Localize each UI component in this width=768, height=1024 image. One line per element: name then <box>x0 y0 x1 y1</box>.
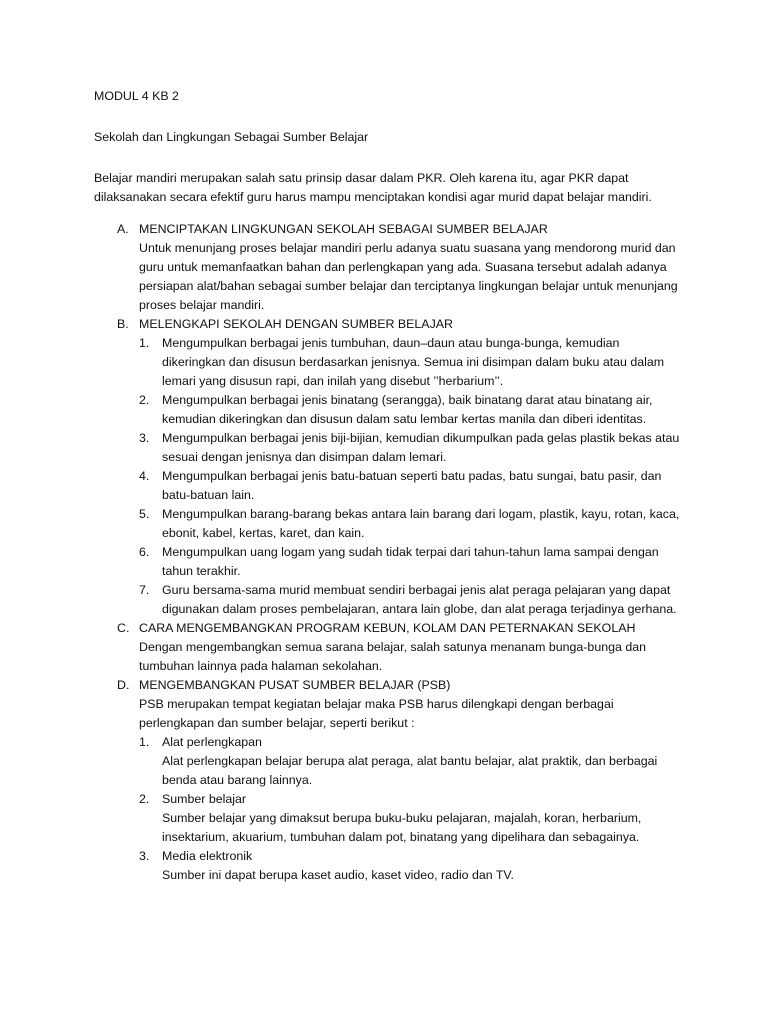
section-d <box>94 676 684 885</box>
list-item-title: Sumber belajar <box>162 792 247 806</box>
section-title: MENGEMBANGKAN PUSAT SUMBER BELAJAR (PSB) <box>139 678 451 692</box>
list-item-text: Mengumpulkan uang logam yang sudah tidak terpai dari tahun-tahun lama sampai dengan tahun terakhir. <box>162 545 659 578</box>
section-letter: C. <box>117 621 130 635</box>
list-item <box>139 467 684 505</box>
section-letter: B. <box>117 317 129 331</box>
section-b <box>94 315 684 619</box>
list-item-text: Sumber ini dapat berupa kaset audio, kaset video, radio dan TV. <box>162 868 514 882</box>
list-item-text: Mengumpulkan berbagai jenis tumbuhan, daun–daun atau bunga-bunga, kemudian dikeringkan dan disusun berdasarkan jenisnya. Semua ini disimpan dalam buku atau dalam lemari yang disusun rapi, dan inilah yang disebut ’’herbarium’’. <box>162 336 665 388</box>
list-item-text: Mengumpulkan berbagai jenis biji-bijian, kemudian dikumpulkan pada gelas plastik bekas atau sesuai dengan jenisnya dan disimpan dalam lemari. <box>162 431 680 464</box>
list-item-text: Guru bersama-sama murid membuat sendiri berbagai jenis alat peraga pelajaran yang dapat digunakan dalam proses pembelajaran, antara lain globe, dan alat peraga terjadinya gerhana. <box>162 583 677 616</box>
section-title: MELENGKAPI SEKOLAH DENGAN SUMBER BELAJAR <box>139 317 453 331</box>
list-item <box>139 581 684 619</box>
list-item <box>139 505 684 543</box>
list-item-number: 7. <box>139 583 150 597</box>
section-body: Untuk menunjang proses belajar mandiri perlu adanya suatu suasana yang mendorong murid dan guru untuk memanfaatkan bahan dan perlengkapan yang ada. Suasana tersebut adalah adanya persiapan alat/bahan sebagai sumber belajar dan terciptanya lingkungan belajar untuk menunjang proses belajar mandiri. <box>139 241 678 312</box>
list-item-number: 1. <box>139 735 150 749</box>
list-item <box>139 391 684 429</box>
list-item-text: Alat perlengkapan belajar berupa alat peraga, alat bantu belajar, alat praktik, dan berbagai benda atau barang lainnya. <box>162 754 658 787</box>
list-item-title: Media elektronik <box>162 849 253 863</box>
list-item-number: 2. <box>139 393 150 407</box>
list-item-title: Alat perlengkapan <box>162 735 262 749</box>
section-body: Dengan mengembangkan semua sarana belajar, salah satunya menanam bunga-bunga dan tumbuhan lainnya pada halaman sekolahan. <box>139 640 646 673</box>
list-item <box>139 543 684 581</box>
list-item-text: Mengumpulkan barang-barang bekas antara lain barang dari logam, plastik, kayu, rotan, kaca, ebonit, kabel, kertas, karet, dan kain. <box>162 507 680 540</box>
section-title: MENCIPTAKAN LINGKUNGAN SEKOLAH SEBAGAI SUMBER BELAJAR <box>139 222 548 236</box>
section-body: PSB merupakan tempat kegiatan belajar maka PSB harus dilengkapi dengan berbagai perlengkapan dan sumber belajar, seperti berikut : <box>139 697 614 730</box>
document-content <box>94 87 684 885</box>
list-item <box>139 429 684 467</box>
list-item-text: Sumber belajar yang dimaksut berupa buku-buku pelajaran, majalah, koran, herbarium, insektarium, akuarium, tumbuhan dalam pot, binatang yang dipelihara dan sebagainya. <box>162 811 642 844</box>
list-item-number: 3. <box>139 431 150 445</box>
list-item-text: Mengumpulkan berbagai jenis batu-batuan seperti batu padas, batu sungai, batu pasir, dan batu-batuan lain. <box>162 469 662 502</box>
list-item-number: 1. <box>139 336 150 350</box>
section-letter: A. <box>117 222 129 236</box>
list-item-number: 6. <box>139 545 150 559</box>
list-item <box>139 733 684 790</box>
list-item <box>139 847 684 885</box>
list-item <box>139 790 684 847</box>
list-item-number: 5. <box>139 507 150 521</box>
section-letter: D. <box>117 678 130 692</box>
list-item <box>139 334 684 391</box>
document-heading: MODUL 4 KB 2 <box>94 89 179 103</box>
list-item-number: 4. <box>139 469 150 483</box>
section-a <box>94 220 684 315</box>
list-item-number: 2. <box>139 792 150 806</box>
document-subtitle: Sekolah dan Lingkungan Sebagai Sumber Belajar <box>94 130 369 144</box>
section-list <box>94 220 684 885</box>
section-c <box>94 619 684 676</box>
section-title: CARA MENGEMBANGKAN PROGRAM KEBUN, KOLAM DAN PETERNAKAN SEKOLAH <box>139 621 636 635</box>
list-item-text: Mengumpulkan berbagai jenis binatang (serangga), baik binatang darat atau binatang air, kemudian dikeringkan dan disusun dalam satu lembar kertas manila dan diberi identitas. <box>162 393 653 426</box>
list-item-number: 3. <box>139 849 150 863</box>
intro-paragraph: Belajar mandiri merupakan salah satu prinsip dasar dalam PKR. Oleh karena itu, agar PKR dapat dilaksanakan secara efektif guru harus mampu menciptakan kondisi agar murid dapat belajar mandiri. <box>94 171 652 204</box>
